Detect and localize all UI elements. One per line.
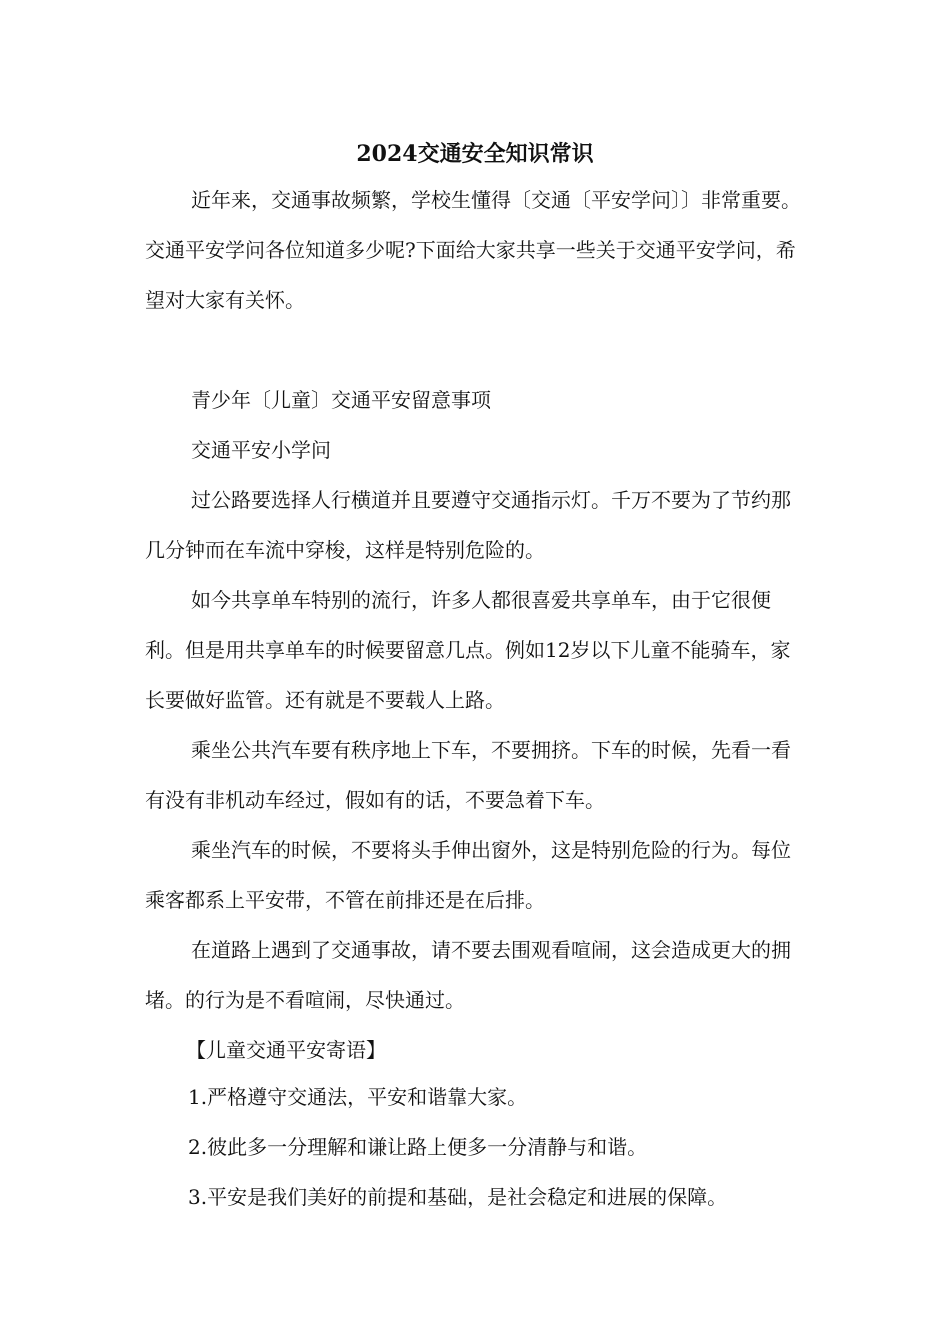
body-paragraph: 乘坐汽车的时候，不要将头手伸出窗外，这是特别危险的行为。每位乘客都系上平安带，不管在前排还是在后排。 bbox=[145, 838, 791, 912]
messages-heading: 【儿童交通平安寄语】 bbox=[186, 1038, 386, 1062]
document-title: 2024交通安全知识常识 bbox=[356, 141, 594, 167]
body-paragraph: 如今共享单车特别的流行，许多人都很喜爱共享单车，由于它很便利。但是用共享单车的时候要留意几点。例如12岁以下儿童不能骑车，家长要做好监管。还有就是不要载人上路。 bbox=[145, 588, 791, 712]
subheading: 交通平安小学问 bbox=[191, 438, 331, 462]
message-item: 1.严格遵守交通法，平安和谐靠大家。 bbox=[188, 1085, 528, 1109]
body-paragraph: 过公路要选择人行横道并且要遵守交通指示灯。千万不要为了节约那几分钟而在车流中穿梭，这样是特别危险的。 bbox=[145, 488, 791, 562]
body-paragraph: 乘坐公共汽车要有秩序地上下车，不要拥挤。下车的时候，先看一看有没有非机动车经过，假如有的话，不要急着下车。 bbox=[145, 738, 791, 812]
message-item: 3.平安是我们美好的前提和基础，是社会稳定和进展的保障。 bbox=[188, 1185, 728, 1209]
section-heading: 青少年〔儿童〕交通平安留意事项 bbox=[191, 388, 491, 412]
body-paragraph: 在道路上遇到了交通事故，请不要去围观看喧闹，这会造成更大的拥堵。的行为是不看喧闹，尽快通过。 bbox=[145, 938, 791, 1012]
intro-paragraph: 近年来，交通事故频繁，学校生懂得〔交通〔平安学问〕〕非常重要。交通平安学问各位知道多少呢?下面给大家共享一些关于交通平安学问，希望对大家有关怀。 bbox=[145, 188, 801, 312]
message-item: 2.彼此多一分理解和谦让路上便多一分清静与和谐。 bbox=[188, 1135, 648, 1159]
